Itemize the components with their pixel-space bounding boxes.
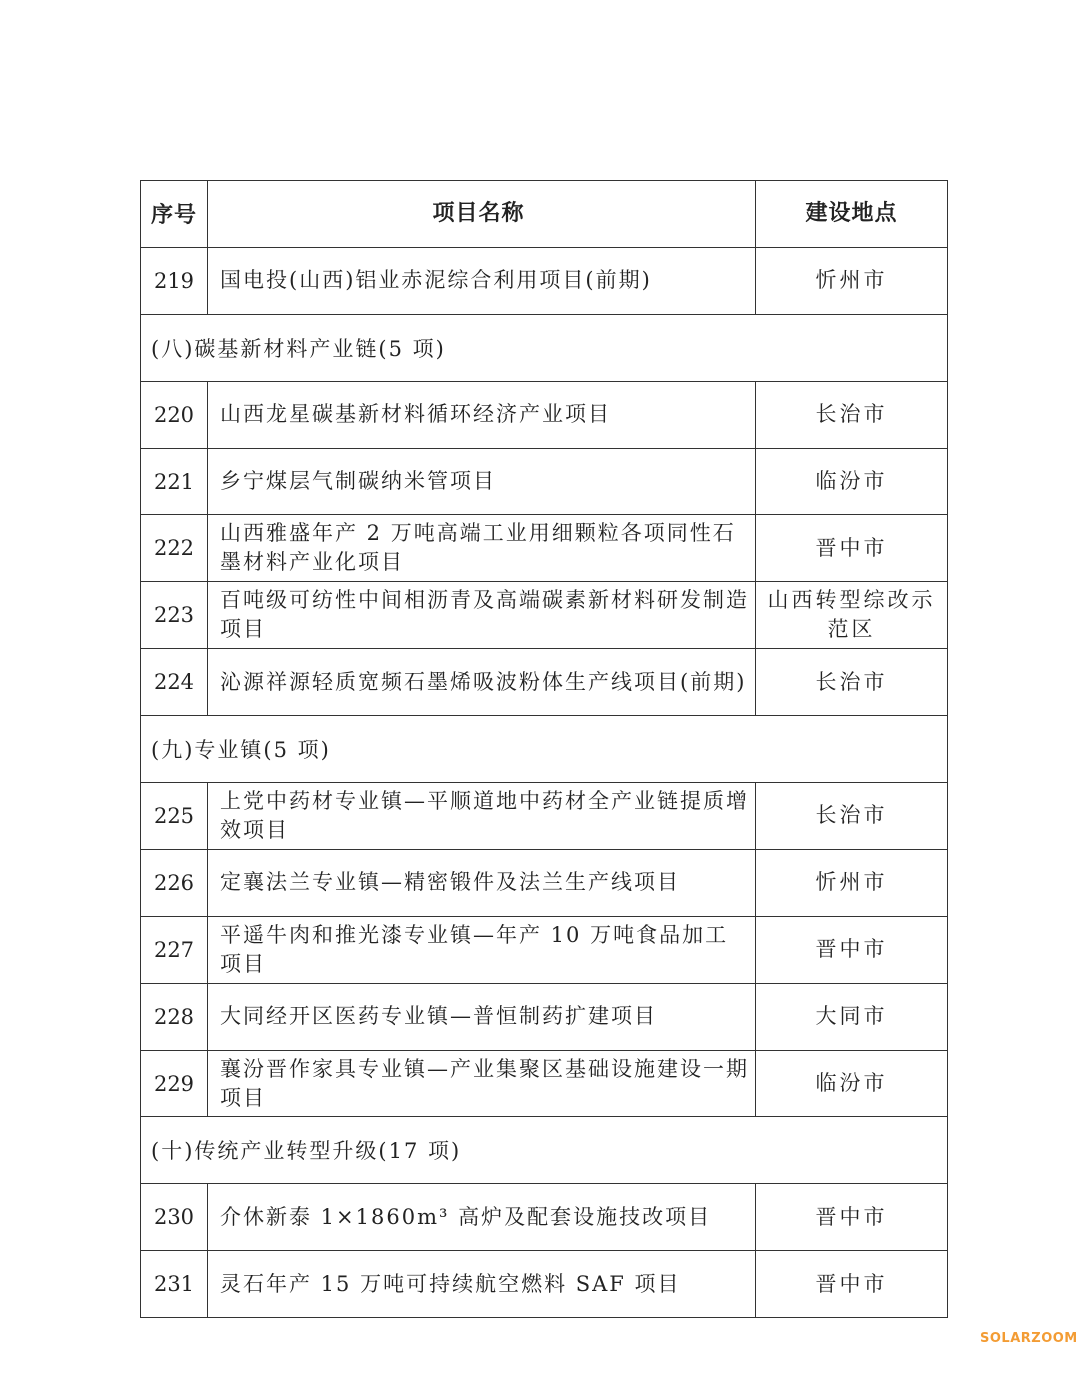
cell-name: 沁源祥源轻质宽频石墨烯吸波粉体生产线项目(前期)	[208, 649, 756, 716]
table-row	[141, 381, 948, 448]
cell-name: 襄汾晋作家具专业镇—产业集聚区基础设施建设一期项目	[208, 1050, 756, 1117]
cell-name: 灵石年产 15 万吨可持续航空燃料 SAF 项目	[208, 1251, 756, 1318]
cell-no: 222	[141, 515, 208, 582]
cell-location: 长治市	[756, 381, 948, 448]
cell-name: 上党中药材专业镇—平顺道地中药材全产业链提质增效项目	[208, 783, 756, 850]
project-table	[140, 180, 948, 1318]
cell-name: 山西雅盛年产 2 万吨高端工业用细颗粒各项同性石墨材料产业化项目	[208, 515, 756, 582]
watermark-logo: SOLARZOOM	[980, 1331, 1078, 1346]
cell-location: 大同市	[756, 983, 948, 1050]
cell-name: 国电投(山西)铝业赤泥综合利用项目(前期)	[208, 247, 756, 314]
cell-no: 227	[141, 916, 208, 983]
cell-location: 长治市	[756, 783, 948, 850]
cell-location: 晋中市	[756, 1184, 948, 1251]
cell-name: 百吨级可纺性中间相沥青及高端碳素新材料研发制造项目	[208, 582, 756, 649]
cell-location: 忻州市	[756, 849, 948, 916]
cell-location: 临汾市	[756, 448, 948, 515]
cell-no: 229	[141, 1050, 208, 1117]
cell-no: 228	[141, 983, 208, 1050]
table-row	[141, 783, 948, 850]
cell-no: 220	[141, 381, 208, 448]
cell-name: 定襄法兰专业镇—精密锻件及法兰生产线项目	[208, 849, 756, 916]
cell-no: 226	[141, 849, 208, 916]
table-row	[141, 247, 948, 314]
cell-no: 219	[141, 247, 208, 314]
cell-location: 晋中市	[756, 515, 948, 582]
cell-name: 山西龙星碳基新材料循环经济产业项目	[208, 381, 756, 448]
cell-no: 230	[141, 1184, 208, 1251]
cell-name: 介休新泰 1×1860m³ 高炉及配套设施技改项目	[208, 1184, 756, 1251]
cell-no: 225	[141, 783, 208, 850]
cell-name: 乡宁煤层气制碳纳米管项目	[208, 448, 756, 515]
table-row	[141, 448, 948, 515]
table-row	[141, 649, 948, 716]
section-title: (九)专业镇(5 项)	[141, 716, 948, 783]
table-row	[141, 582, 948, 649]
section-title: (八)碳基新材料产业链(5 项)	[141, 314, 948, 381]
cell-location: 晋中市	[756, 916, 948, 983]
cell-location: 晋中市	[756, 1251, 948, 1318]
header-no: 序号	[141, 181, 208, 248]
section-row	[141, 716, 948, 783]
cell-no: 221	[141, 448, 208, 515]
header-location: 建设地点	[756, 181, 948, 248]
table-row	[141, 1251, 948, 1318]
table-row	[141, 849, 948, 916]
section-row	[141, 314, 948, 381]
section-title: (十)传统产业转型升级(17 项)	[141, 1117, 948, 1184]
section-row	[141, 1117, 948, 1184]
cell-no: 224	[141, 649, 208, 716]
table-row	[141, 1184, 948, 1251]
cell-no: 231	[141, 1251, 208, 1318]
table-row	[141, 1050, 948, 1117]
header-name: 项目名称	[208, 181, 756, 248]
cell-name: 大同经开区医药专业镇—普恒制药扩建项目	[208, 983, 756, 1050]
table-row	[141, 916, 948, 983]
table-row	[141, 983, 948, 1050]
cell-location: 临汾市	[756, 1050, 948, 1117]
table-header-row	[141, 181, 948, 248]
cell-no: 223	[141, 582, 208, 649]
cell-location: 长治市	[756, 649, 948, 716]
table-row	[141, 515, 948, 582]
cell-location: 忻州市	[756, 247, 948, 314]
cell-location: 山西转型综改示范区	[756, 582, 948, 649]
cell-name: 平遥牛肉和推光漆专业镇—年产 10 万吨食品加工项目	[208, 916, 756, 983]
